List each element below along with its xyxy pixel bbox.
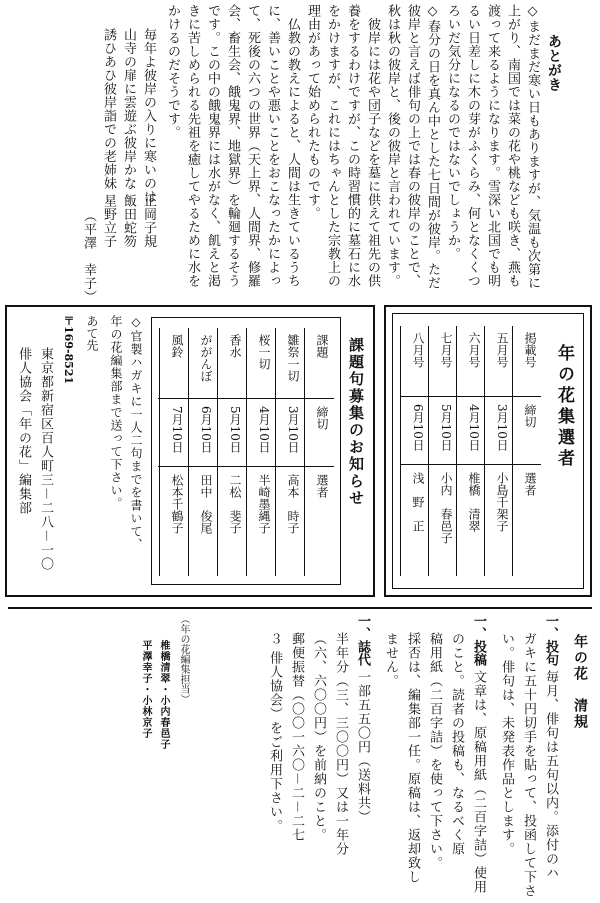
rule-line: 採否は、編集部一任。原稿は、返却致し <box>405 632 420 884</box>
rule-line: ガキに五十円切手を貼って、投函して下さ <box>521 632 536 898</box>
rule-heading: 一、投句 <box>543 614 558 666</box>
address-line-1: 東京都新宿区百人町三－二八－一〇 <box>38 347 53 572</box>
call-cell: ががんぼ <box>199 334 213 382</box>
afterword-line: ろいだ気分になるのではないでしょうか。 <box>445 4 460 261</box>
rule-line: 郵便振替（〇〇一六〇－二－二七 <box>289 632 304 843</box>
selectors-header-cell: 選者 <box>523 472 537 496</box>
selectors-cell: 六月号 <box>467 332 481 368</box>
rule-line: い。俳句は、未発表作品とします。 <box>499 632 514 856</box>
call-cell: 5月10日 <box>228 406 242 453</box>
selectors-row <box>400 326 429 576</box>
afterword-line: 渡って来るようになります。雪深い北国でも明 <box>485 4 500 288</box>
afterword-line: 彼岸と言えば俳句の上では春の彼岸のことで、 <box>405 4 420 288</box>
postal-code: 〒169-8521 <box>62 315 75 385</box>
table-rule <box>158 398 334 399</box>
afterword-line: ◇まだまだ寒い日もありますが、気温も次第に <box>525 4 540 290</box>
table-rule <box>401 396 541 397</box>
call-row <box>217 328 247 576</box>
haiku-author: 正岡子規 <box>141 194 156 248</box>
haiku-text: 誘ひあひ彼岸詣での老姉妹 <box>101 28 116 190</box>
haiku-text: 山寺の扉に雲遊ぶ彼岸かな <box>121 28 136 190</box>
call-header-cell: 課題 <box>315 334 329 358</box>
afterword-signature: （平澤 幸子） <box>81 209 96 304</box>
call-cell: 半崎墨縄子 <box>257 474 271 534</box>
call-instruction-2: 年の花編集部まで送って下さい。 <box>109 315 123 510</box>
table-rule <box>158 466 334 467</box>
selectors-cell: 五月号 <box>495 332 509 368</box>
address-label: あて先 <box>85 315 99 351</box>
call-cell: 3月10日 <box>286 406 300 453</box>
afterword-line: に、善いことや悪いことをおこなったかによっ <box>265 4 280 288</box>
afterword-section <box>19 4 564 304</box>
call-cell: 4月10日 <box>257 406 271 453</box>
afterword-line: ◇春分の日を真ん中とした七日間が彼岸。ただ <box>425 4 440 290</box>
call-row <box>188 328 218 576</box>
call-cell: 高本 時子 <box>286 474 300 534</box>
call-cell: 二松 斐子 <box>228 474 242 534</box>
selectors-row <box>428 326 457 576</box>
haiku-text: 毎年よ彼岸の入りに寒いのは <box>141 28 156 204</box>
selectors-cell: 4月10日 <box>467 404 481 451</box>
call-cell: 6月10日 <box>199 406 213 453</box>
selectors-cell: 八月号 <box>411 332 425 368</box>
selectors-header-cell: 締切 <box>523 404 537 428</box>
call-title: 課題句募集のお知らせ <box>347 337 365 507</box>
rules-title: 年の花 清規 <box>572 634 588 730</box>
call-cell: 風鈴 <box>170 334 184 358</box>
rule-line: （六、六〇〇円）を前納のこと。 <box>311 632 326 842</box>
selectors-cell: 七月号 <box>439 332 453 368</box>
afterword-line: 仏教の教えによると、人間は生きているうち <box>285 4 300 288</box>
haiku-author: 飯田蛇笏 <box>121 194 136 248</box>
selectors-table-frame <box>392 313 584 589</box>
call-cell: 松本千鶴子 <box>170 474 184 534</box>
selectors-cell: 小内 春邑子 <box>439 472 453 544</box>
selectors-header-cell: 掲載号 <box>523 332 537 368</box>
rule-heading: 一、投稿 <box>471 614 486 666</box>
afterword-line: きに苦しめられる先祖を癒してやるために水を <box>185 4 200 288</box>
afterword-line: て、死後の六つの世界（天上界、人間界、修羅 <box>245 4 260 288</box>
rule-line: 文章は、原稿用紙（二百字詰）使用 <box>471 670 486 894</box>
rule-line: ません。 <box>383 632 398 688</box>
rule-line: 一部五五〇円（送料共） <box>355 670 370 824</box>
editors-label: （年の花編集担当） <box>178 614 189 704</box>
rule-line: 稿用紙（二百字詰）を使って下さい。 <box>427 632 442 870</box>
afterword-line: 理由があって始められたものです。 <box>305 4 320 220</box>
selectors-cell: 浅 野 正 <box>411 472 425 532</box>
selectors-row <box>484 326 513 576</box>
address-line-2: 俳人協会「年の花」編集部 <box>16 347 31 515</box>
afterword-line: 彼岸には花や団子などを墓に供えて祖先の供 <box>365 4 380 288</box>
afterword-line: 会、畜生会、餓鬼界、地獄界）を輪廻するそう <box>225 4 240 288</box>
call-header-cell: 選者 <box>315 474 329 498</box>
rule-line: 半年分（三、三〇〇円）又は一年分 <box>333 632 348 856</box>
call-header-cell: 締切 <box>315 406 329 430</box>
call-row <box>275 328 305 576</box>
selectors-cell: 5月10日 <box>439 404 453 451</box>
selectors-row <box>456 326 485 576</box>
selectors-box <box>384 305 592 597</box>
call-header-row <box>304 328 334 576</box>
afterword-line: かけるのだそうです。 <box>165 4 180 139</box>
selectors-header-row <box>512 326 541 576</box>
call-table-frame <box>151 317 341 585</box>
editors-line-1: 椎橋清翠・小内春邑子 <box>158 640 169 750</box>
afterword-line: るい日差しに木の芽がふくらみ、何となくくつ <box>465 4 480 288</box>
divider <box>8 607 592 609</box>
afterword-line: 養をするわけですが、この時習慣的に墓石に水 <box>345 4 360 288</box>
call-instruction-1: ◇官製ハガキに一人二句までを書いて、 <box>129 315 143 551</box>
table-rule <box>401 464 541 465</box>
rule-line: のこと。読者の投稿も、なるべく原 <box>449 632 464 856</box>
call-cell: 雛祭一切 <box>286 334 300 382</box>
call-row <box>159 328 189 576</box>
afterword-line: 秋は秋の彼岸と、後の彼岸と言われています。 <box>385 4 400 288</box>
selectors-cell: 3月10日 <box>495 404 509 451</box>
selectors-title: 年の花集選者 <box>554 344 574 470</box>
call-row <box>246 328 276 576</box>
rule-line: ３ 俳人協会）をご利用下さい。 <box>267 632 282 834</box>
haiku-author: 星野立子 <box>101 194 116 248</box>
selectors-cell: 椎橋 清翠 <box>467 472 481 532</box>
selectors-cell: 6月10日 <box>411 404 425 451</box>
rule-line: 毎月、俳句は五句以内。添付のハ <box>543 670 558 880</box>
afterword-line: 上がり、南国では菜の花や桃なども咲き、燕も <box>505 4 520 288</box>
afterword-line: をかけますが、これにはちゃんとした宗教上の <box>325 4 340 288</box>
call-cell: 田中 俊尾 <box>199 474 213 534</box>
call-for-haiku-box <box>5 305 375 597</box>
selectors-table <box>401 326 541 576</box>
call-table <box>158 328 334 576</box>
afterword-title: あとがき <box>546 34 562 92</box>
call-cell: 香水 <box>228 334 242 358</box>
selectors-cell: 小島千架子 <box>495 472 509 532</box>
rule-heading: 一、誌代 <box>355 614 370 666</box>
rules-section <box>200 614 590 896</box>
call-cell: 桜一切 <box>257 334 271 370</box>
afterword-line: です。この中の餓鬼界には水がなく、飢えと渇 <box>205 4 220 288</box>
call-cell: 7月10日 <box>170 406 184 453</box>
editors-line-2: 平澤幸子・小林京子 <box>140 640 151 739</box>
